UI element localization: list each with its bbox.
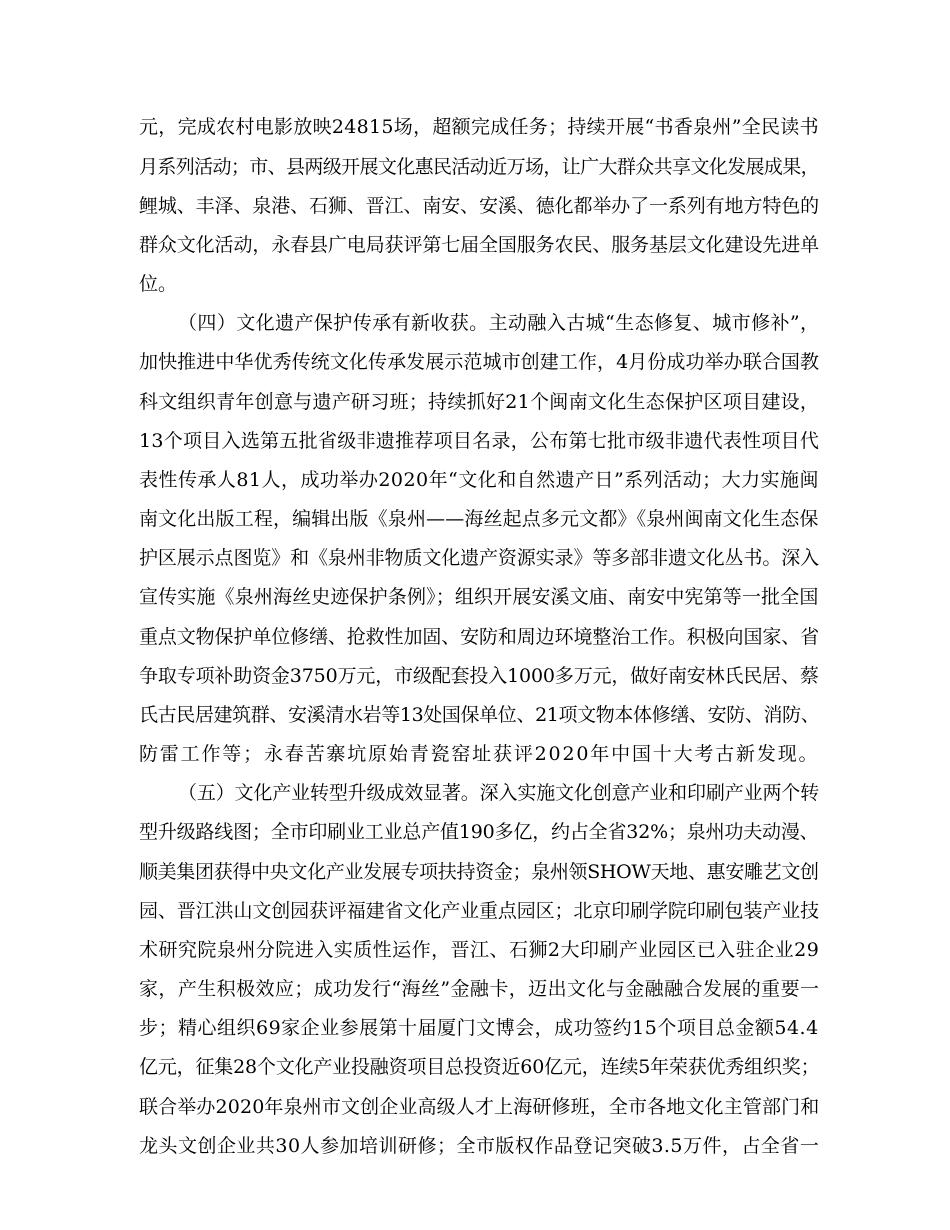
body-text-line: 科文组织青年创意与遗产研习班；持续抓好21个闽南文化生态保护区项目建设，: [139, 391, 820, 413]
body-text-line: 位。: [139, 273, 178, 295]
body-text-line: 护区展示点图览》和《泉州非物质文化遗产资源实录》等多部非遗文化丛书。深入: [139, 547, 820, 569]
body-text-line: 群众文化活动，永春县广电局获评第七届全国服务农民、服务基层文化建设先进单: [139, 234, 820, 256]
body-text-line: 鲤城、丰泽、泉港、石狮、晋江、南安、安溪、德化都举办了一系列有地方特色的: [139, 195, 820, 217]
body-text-line: 加快推进中华优秀传统文化传承发展示范城市创建工作，4月份成功举办联合国教: [139, 351, 820, 373]
body-text-line: 表性传承人81人，成功举办2020年“文化和自然遗产日”系列活动；大力实施闽: [139, 469, 819, 491]
body-text-line: 宣传实施《泉州海丝史迹保护条例》；组织开展安溪文庙、南安中宪第等一批全国: [139, 586, 819, 608]
body-text-line: 重点文物保护单位修缮、抢救性加固、安防和周边环境整治工作。积极向国家、省: [139, 626, 820, 648]
body-text-line: 联合举办2020年泉州市文创企业高级人才上海研修班，全市各地文化主管部门和: [139, 1096, 820, 1118]
body-text-line: 园、晋江洪山文创园获评福建省文化产业重点园区；北京印刷学院印刷包装产业技: [139, 900, 820, 922]
paragraph-heading-line: （四）文化遗产保护传承有新收获。主动融入古城“生态修复、城市修补”，: [178, 312, 820, 334]
body-text-line: 南文化出版工程，编辑出版《泉州——海丝起点多元文都》《泉州闽南文化生态保: [139, 508, 819, 530]
body-text-line: 顺美集团获得中央文化产业发展专项扶持资金；泉州领SHOW天地、惠安雕艺文创: [139, 861, 819, 883]
body-text-line: 元，完成农村电影放映24815场，超额完成任务；持续开展“书香泉州”全民读书: [139, 116, 819, 138]
body-text-line: 争取专项补助资金3750万元，市级配套投入1000多万元，做好南安林氏民居、蔡: [139, 665, 819, 687]
body-text-line: 型升级路线图；全市印刷业工业总产值190多亿，约占全省32%；泉州功夫动漫、: [139, 821, 819, 843]
body-text-line: 步；精心组织69家企业参展第十届厦门文博会，成功签约15个项目总金额54.4: [139, 1017, 819, 1039]
body-text-line: 防雷工作等；永春苦寨坑原始青瓷窑址获评2020年中国十大考古新发现。: [139, 743, 820, 765]
body-text-line: 家，产生积极效应；成功发行“海丝”金融卡，迈出文化与金融融合发展的重要一: [139, 978, 820, 1000]
body-text-line: 月系列活动；市、县两级开展文化惠民活动近万场，让广大群众共享文化发展成果，: [139, 156, 820, 178]
paragraph-heading-line: （五）文化产业转型升级成效显著。深入实施文化创意产业和印刷产业两个转: [178, 782, 820, 804]
body-text-line: 龙头文创企业共30人参加培训研修；全市版权作品登记突破3.5万件，占全省一: [139, 1135, 820, 1157]
body-text-line: 术研究院泉州分院进入实质性运作，晋江、石狮2大印刷产业园区已入驻企业29: [139, 939, 820, 961]
body-text-line: 氏古民居建筑群、安溪清水岩等13处国保单位、21项文物本体修缮、安防、消防、: [139, 704, 820, 726]
body-text-line: 亿元，征集28个文化产业投融资项目总投资近60亿元，连续5年荣获优秀组织奖；: [139, 1056, 820, 1078]
body-text-line: 13个项目入选第五批省级非遗推荐项目名录，公布第七批市级非遗代表性项目代: [139, 430, 820, 452]
